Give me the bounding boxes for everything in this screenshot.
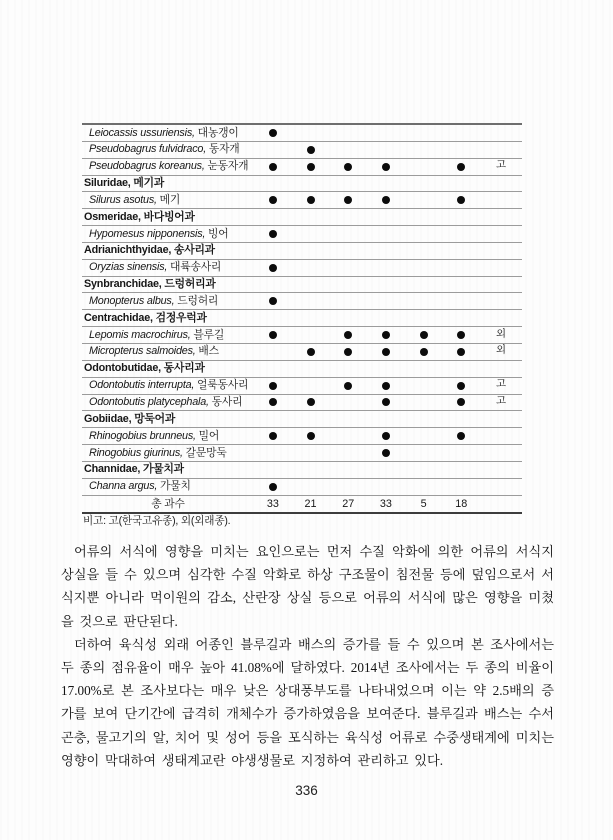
remark-cell: 고: [496, 379, 507, 391]
family-row: [82, 277, 522, 294]
species-row: [82, 428, 522, 445]
scientific-name: Rhinogobius brunneus,: [89, 429, 196, 442]
family-row: [82, 462, 522, 479]
body-text: [61, 540, 554, 772]
taxon-name: Leiocassis ussuriensis, 대농갱이: [89, 126, 239, 139]
page-number: 336: [295, 783, 318, 798]
presence-dot: [269, 297, 277, 305]
total-label: 총 과수: [151, 497, 185, 510]
paragraph: 더하여 육식성 외래 어종인 블루길과 배스의 증가를 들 수 있으며 본 조사에서는 두 종의 점유율이 매우 높아 41.08%에 달하였다. 2014년 조사에서는 두 종의 비율이 17.00%로 본 조사보다는 매우 낮은 상대풍부도를 나타내었으며 이는 약 2.5배의 증가를 보여 단기간에 급격히 개체수가 증가하였음을 보여준다. 블루길과 배스는 수서곤충, 물고기의 알, 치어 및 성어 등을 포식하는 육식성 어류로 수중생태계에 미치는 영향이 막대하여 생태계교란 야생생물로 지정하여 관리하고 있다.: [61, 636, 554, 768]
species-table: [82, 123, 522, 514]
presence-dot: [269, 129, 277, 137]
table-footnote: 비고: 고(한국고유종), 외(외래종).: [83, 515, 231, 527]
presence-dot: [307, 398, 315, 406]
presence-dot: [307, 196, 315, 204]
site-cell: [442, 348, 480, 356]
species-row: [82, 445, 522, 462]
scientific-name: Pseudobagrus koreanus,: [89, 160, 205, 173]
presence-dot: [457, 398, 465, 406]
presence-dot: [382, 163, 390, 171]
site-cell: [292, 398, 330, 406]
taxon-name: Osmeridae, 바다빙어과: [84, 210, 195, 223]
site-cell: [367, 331, 405, 339]
presence-dot: [344, 382, 352, 390]
site-cell: [254, 382, 292, 390]
site-cell: [367, 382, 405, 390]
scientific-name: Leiocassis ussuriensis,: [89, 126, 195, 139]
presence-dot: [420, 348, 428, 356]
presence-dot: [457, 382, 465, 390]
taxon-name: Centrachidae, 검정우럭과: [84, 311, 207, 324]
site-cell: [329, 382, 367, 390]
site-cell: [292, 163, 330, 171]
site-cell: [329, 196, 367, 204]
remark-cell: 외: [496, 328, 507, 340]
site-cell: [329, 331, 367, 339]
taxon-name: Rinogobius giurinus, 갈문망둑: [89, 446, 227, 459]
site-cell: [254, 264, 292, 272]
presence-dot: [307, 163, 315, 171]
site-cell: 5: [420, 497, 427, 510]
species-row: [82, 378, 522, 395]
site-cell: [442, 196, 480, 204]
scientific-name: Channa argus,: [89, 480, 158, 493]
site-cell: [254, 432, 292, 440]
taxon-name: Lepomis macrochirus, 블루길: [89, 328, 225, 341]
site-cell: [292, 146, 330, 154]
scientific-name: Monopterus albus,: [89, 294, 175, 307]
presence-dot: [382, 382, 390, 390]
site-cell: 27: [342, 497, 355, 510]
site-cell: [254, 163, 292, 171]
site-cell: [292, 348, 330, 356]
species-row: [82, 479, 522, 496]
site-cell: 33: [379, 497, 392, 510]
presence-dot: [382, 331, 390, 339]
presence-dot: [269, 432, 277, 440]
site-cell: [329, 348, 367, 356]
presence-dot: [269, 163, 277, 171]
taxon-name: Gobiidae, 망둑어과: [84, 412, 176, 425]
presence-dot: [269, 264, 277, 272]
species-row: [82, 260, 522, 277]
taxon-name: Monopterus albus, 드렁허리: [89, 294, 219, 307]
presence-dot: [457, 348, 465, 356]
site-cell: [442, 432, 480, 440]
presence-dot: [382, 348, 390, 356]
site-cell: [254, 196, 292, 204]
species-row: [82, 293, 522, 310]
scientific-name: Odontobutis interrupta,: [89, 379, 195, 392]
family-row: [82, 243, 522, 260]
taxon-name: Channa argus, 가물치: [89, 480, 191, 493]
presence-dot: [269, 398, 277, 406]
site-cell: 21: [304, 497, 317, 510]
family-row: [82, 361, 522, 378]
presence-dot: [457, 432, 465, 440]
site-cell: 18: [455, 497, 468, 510]
taxon-name: Channidae, 가물치과: [84, 463, 184, 476]
taxon-name: Synbranchidae, 드렁허리과: [84, 278, 216, 291]
scientific-name: Rinogobius giurinus,: [89, 446, 183, 459]
site-cell: [292, 432, 330, 440]
presence-dot: [382, 196, 390, 204]
taxon-name: Odontobutis platycephala, 동사리: [89, 396, 243, 408]
presence-dot: [307, 348, 315, 356]
site-cell: [442, 382, 480, 390]
taxon-name: Adrianichthyidae, 송사리과: [84, 244, 215, 257]
presence-dot: [457, 163, 465, 171]
scientific-name: Micropterus salmoides,: [89, 345, 196, 358]
presence-dot: [269, 230, 277, 238]
presence-dot: [269, 331, 277, 339]
presence-dot: [344, 163, 352, 171]
taxon-name: Pseudobagrus koreanus, 눈동자개: [89, 160, 249, 173]
scientific-name: Oryzias sinensis,: [89, 261, 168, 274]
site-cell: [367, 196, 405, 204]
presence-dot: [307, 432, 315, 440]
taxon-name: Odontobutis interrupta, 얼룩동사리: [89, 379, 249, 392]
presence-dot: [307, 146, 315, 154]
species-row: [82, 226, 522, 243]
remark-cell: 고: [496, 396, 507, 407]
remark-cell: 고: [496, 160, 507, 172]
site-cell: [254, 483, 292, 491]
site-cell: [442, 398, 480, 406]
site-cell: [367, 449, 405, 457]
site-cell: [442, 163, 480, 171]
presence-dot: [420, 331, 428, 339]
species-row: [82, 327, 522, 344]
site-cell: [254, 297, 292, 305]
presence-dot: [269, 382, 277, 390]
presence-dot: [344, 196, 352, 204]
scientific-name: Pseudobagrus fulvidraco,: [89, 143, 207, 156]
scientific-name: Lepomis macrochirus,: [89, 328, 191, 341]
presence-dot: [457, 331, 465, 339]
family-row: [82, 176, 522, 193]
family-row: [82, 209, 522, 226]
presence-dot: [344, 348, 352, 356]
site-cell: [367, 398, 405, 406]
species-row: [82, 192, 522, 209]
presence-dot: [269, 196, 277, 204]
scientific-name: Hypomesus nipponensis,: [89, 227, 206, 240]
site-cell: [405, 331, 443, 339]
site-cell: [254, 398, 292, 406]
species-row: [82, 159, 522, 176]
presence-dot: [457, 196, 465, 204]
scientific-name: Odontobutis platycephala,: [89, 396, 209, 408]
species-row: [82, 125, 522, 142]
presence-dot: [344, 331, 352, 339]
taxon-name: Rhinogobius brunneus, 밀어: [89, 429, 220, 442]
site-cell: [405, 348, 443, 356]
site-cell: [329, 163, 367, 171]
family-row: [82, 411, 522, 428]
taxon-name: Silurus asotus, 메기: [89, 193, 181, 206]
presence-dot: [382, 449, 390, 457]
taxon-name: Micropterus salmoides, 배스: [89, 345, 219, 358]
species-row: [82, 142, 522, 159]
presence-dot: [382, 432, 390, 440]
taxon-name: Pseudobagrus fulvidraco, 동자개: [89, 143, 240, 156]
site-cell: [367, 432, 405, 440]
site-cell: 33: [266, 497, 279, 510]
site-cell: [367, 163, 405, 171]
family-row: [82, 310, 522, 327]
site-cell: [254, 331, 292, 339]
species-row: [82, 344, 522, 361]
scientific-name: Silurus asotus,: [89, 193, 157, 206]
paragraph: 어류의 서식에 영향을 미치는 요인으로는 먼저 수질 악화에 의한 어류의 서식지 상실을 들 수 있으며 심각한 수질 악화로 하상 구조물이 침전물 등에 덮임으로서 서식지뿐 아니라 먹이원의 감소, 산란장 상실 등으로 어류의 서식에 많은 영향을 미쳤을 것으로 판단된다.: [61, 544, 554, 629]
site-cell: [254, 230, 292, 238]
presence-dot: [382, 398, 390, 406]
site-cell: [367, 348, 405, 356]
total-row: [82, 496, 522, 513]
taxon-name: Odontobutidae, 동사리과: [84, 362, 205, 375]
site-cell: [292, 196, 330, 204]
remark-cell: 외: [496, 345, 507, 357]
site-cell: [254, 129, 292, 137]
taxon-name: Siluridae, 메기과: [84, 177, 165, 190]
presence-dot: [269, 483, 277, 491]
taxon-name: Oryzias sinensis, 대륙송사리: [89, 261, 222, 274]
taxon-name: Hypomesus nipponensis, 빙어: [89, 227, 229, 240]
site-cell: [442, 331, 480, 339]
species-row: [82, 395, 522, 412]
